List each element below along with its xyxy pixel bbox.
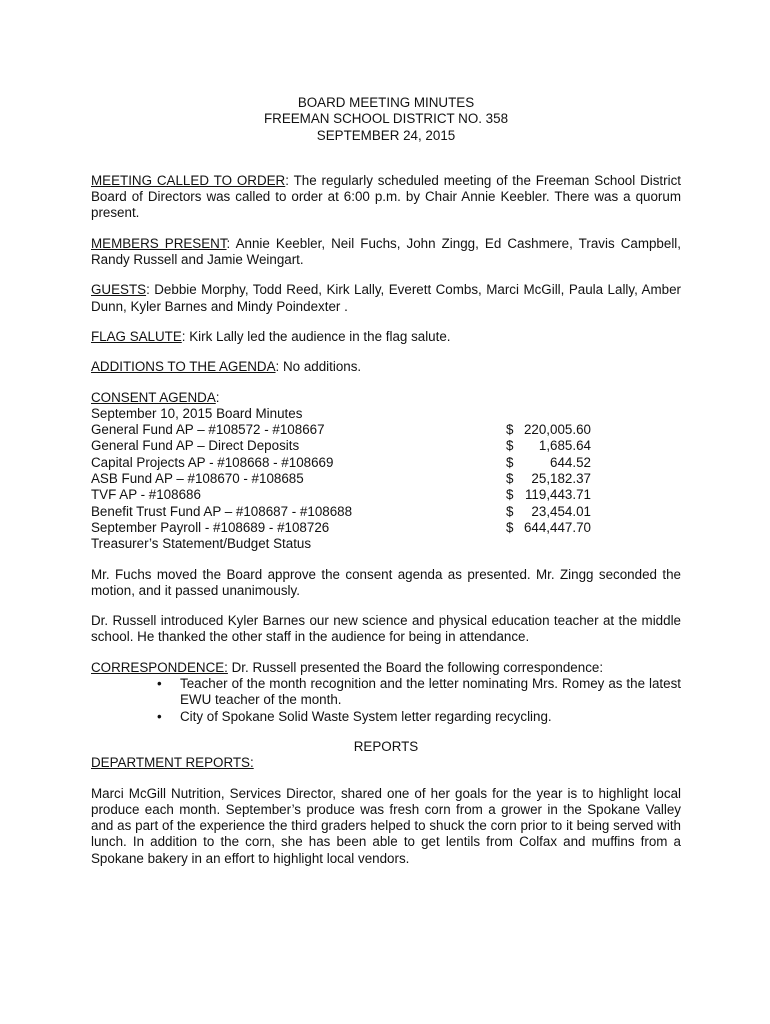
correspondence-item-text: City of Spokane Solid Waste System letter regarding recycling. (180, 708, 552, 724)
consent-row (91, 438, 591, 454)
consent-row (91, 487, 591, 503)
motion-paragraph: Mr. Fuchs moved the Board approve the consent agenda as presented. Mr. Zingg seconded the motion, and it passed unanimously. (91, 566, 681, 598)
consent-minutes-item: September 10, 2015 Board Minutes (91, 405, 303, 421)
members-present-section (91, 236, 681, 269)
department-reports-label: DEPARTMENT REPORTS: (91, 755, 254, 771)
consent-row (91, 422, 591, 438)
currency-symbol: $ (506, 487, 514, 503)
consent-item-label: Benefit Trust Fund AP – #108687 - #108688 (91, 503, 353, 519)
reports-title: REPORTS (353, 738, 419, 754)
correspondence-label: CORRESPONDENCE: (91, 659, 228, 675)
header-date: SEPTEMBER 24, 2015 (316, 127, 456, 143)
consent-item-label: September Payroll - #108689 - #108726 (91, 519, 330, 535)
members-present-label: MEMBERS PRESENT (91, 235, 227, 251)
guests-text: : Debbie Morphy, Todd Reed, Kirk Lally, Everett Combs, Marci McGill, Paula Lally, Amber Dunn, Kyler Barnes and Mindy Poindexter . (91, 282, 681, 314)
called-to-order-section (91, 173, 681, 222)
consent-item-label: General Fund AP – Direct Deposits (91, 438, 300, 454)
currency-symbol: $ (506, 454, 514, 470)
treasurer-statement-item: Treasurer’s Statement/Budget Status (91, 536, 312, 552)
consent-item-amount: 23,454.01 (531, 503, 591, 519)
consent-row (91, 455, 591, 471)
flag-salute-label: FLAG SALUTE (91, 328, 182, 344)
guests-label: GUESTS (91, 282, 147, 298)
consent-item-amount: 644,447.70 (523, 519, 591, 535)
nutrition-report-paragraph: Marci McGill Nutrition, Services Director, shared one of her goals for the year is to highlight local produce each month. September’s produce was fresh corn from a grower in the Spokane Valley and as part of the experience the third graders helped to shuck the corn prior to it being served with lunch. In addition to the corn, she has been able to get lentils from Colfax and muffins from a Spokane bakery in an effort to highlight local vendors. (91, 785, 681, 866)
consent-row (91, 504, 591, 520)
consent-item-label: General Fund AP – #108572 - #108667 (91, 422, 325, 438)
members-present-text: : Annie Keebler, Neil Fuchs, John Zingg, Ed Cashmere, Travis Campbell, Randy Russell and Jamie Weingart. (91, 235, 681, 268)
document-header (91, 95, 681, 144)
correspondence-item-text: Teacher of the month recognition and the letter nominating Mrs. Romey as the latest EWU teacher of the month. (180, 676, 681, 708)
list-item (91, 709, 681, 725)
header-district: FREEMAN SCHOOL DISTRICT NO. 358 (263, 111, 509, 127)
currency-symbol: $ (506, 471, 514, 487)
correspondence-section (91, 660, 681, 725)
additions-text: : No additions. (275, 359, 362, 375)
flag-salute-text: : Kirk Lally led the audience in the flag salute. (181, 328, 451, 344)
consent-item-label: ASB Fund AP – #108670 - #108685 (91, 471, 304, 487)
consent-item-amount: 644.52 (550, 454, 591, 470)
currency-symbol: $ (506, 503, 514, 519)
consent-agenda-label: CONSENT AGENDA (91, 389, 216, 405)
consent-item-amount: 1,685.64 (538, 438, 591, 454)
header-title: BOARD MEETING MINUTES (297, 95, 475, 110)
list-item (91, 676, 681, 709)
called-to-order-label: MEETING CALLED TO ORDER (91, 172, 286, 188)
consent-agenda-section (91, 390, 681, 553)
consent-item-label: Capital Projects AP - #108668 - #108669 (91, 454, 334, 470)
bullet-icon: • (157, 676, 162, 692)
correspondence-text: Dr. Russell presented the Board the following correspondence: (227, 659, 604, 675)
additions-label: ADDITIONS TO THE AGENDA (91, 359, 276, 375)
consent-agenda-colon: : (215, 389, 220, 405)
guests-section (91, 282, 681, 315)
currency-symbol: $ (506, 438, 514, 454)
consent-item-amount: 220,005.60 (523, 422, 591, 438)
consent-row (91, 471, 591, 487)
correspondence-list (91, 676, 681, 725)
currency-symbol: $ (506, 422, 514, 438)
currency-symbol: $ (506, 519, 514, 535)
additions-section (91, 359, 681, 375)
called-to-order-text: : The regularly scheduled meeting of the Freeman School District Board of Directors was called to order at 6:00 p.m. by Chair Annie Keebler. There was a quorum present. (91, 172, 682, 221)
consent-item-amount: 119,443.71 (524, 487, 591, 503)
bullet-icon: • (157, 708, 162, 724)
flag-salute-section (91, 329, 681, 345)
introduction-paragraph: Dr. Russell introduced Kyler Barnes our new science and physical education teacher at the middle school. He thanked the other staff in the audience for being in attendance. (91, 613, 681, 645)
consent-row (91, 520, 591, 536)
consent-item-label: TVF AP - #108686 (91, 487, 201, 503)
minutes-page (91, 95, 681, 867)
consent-item-amount: 25,182.37 (531, 471, 591, 487)
